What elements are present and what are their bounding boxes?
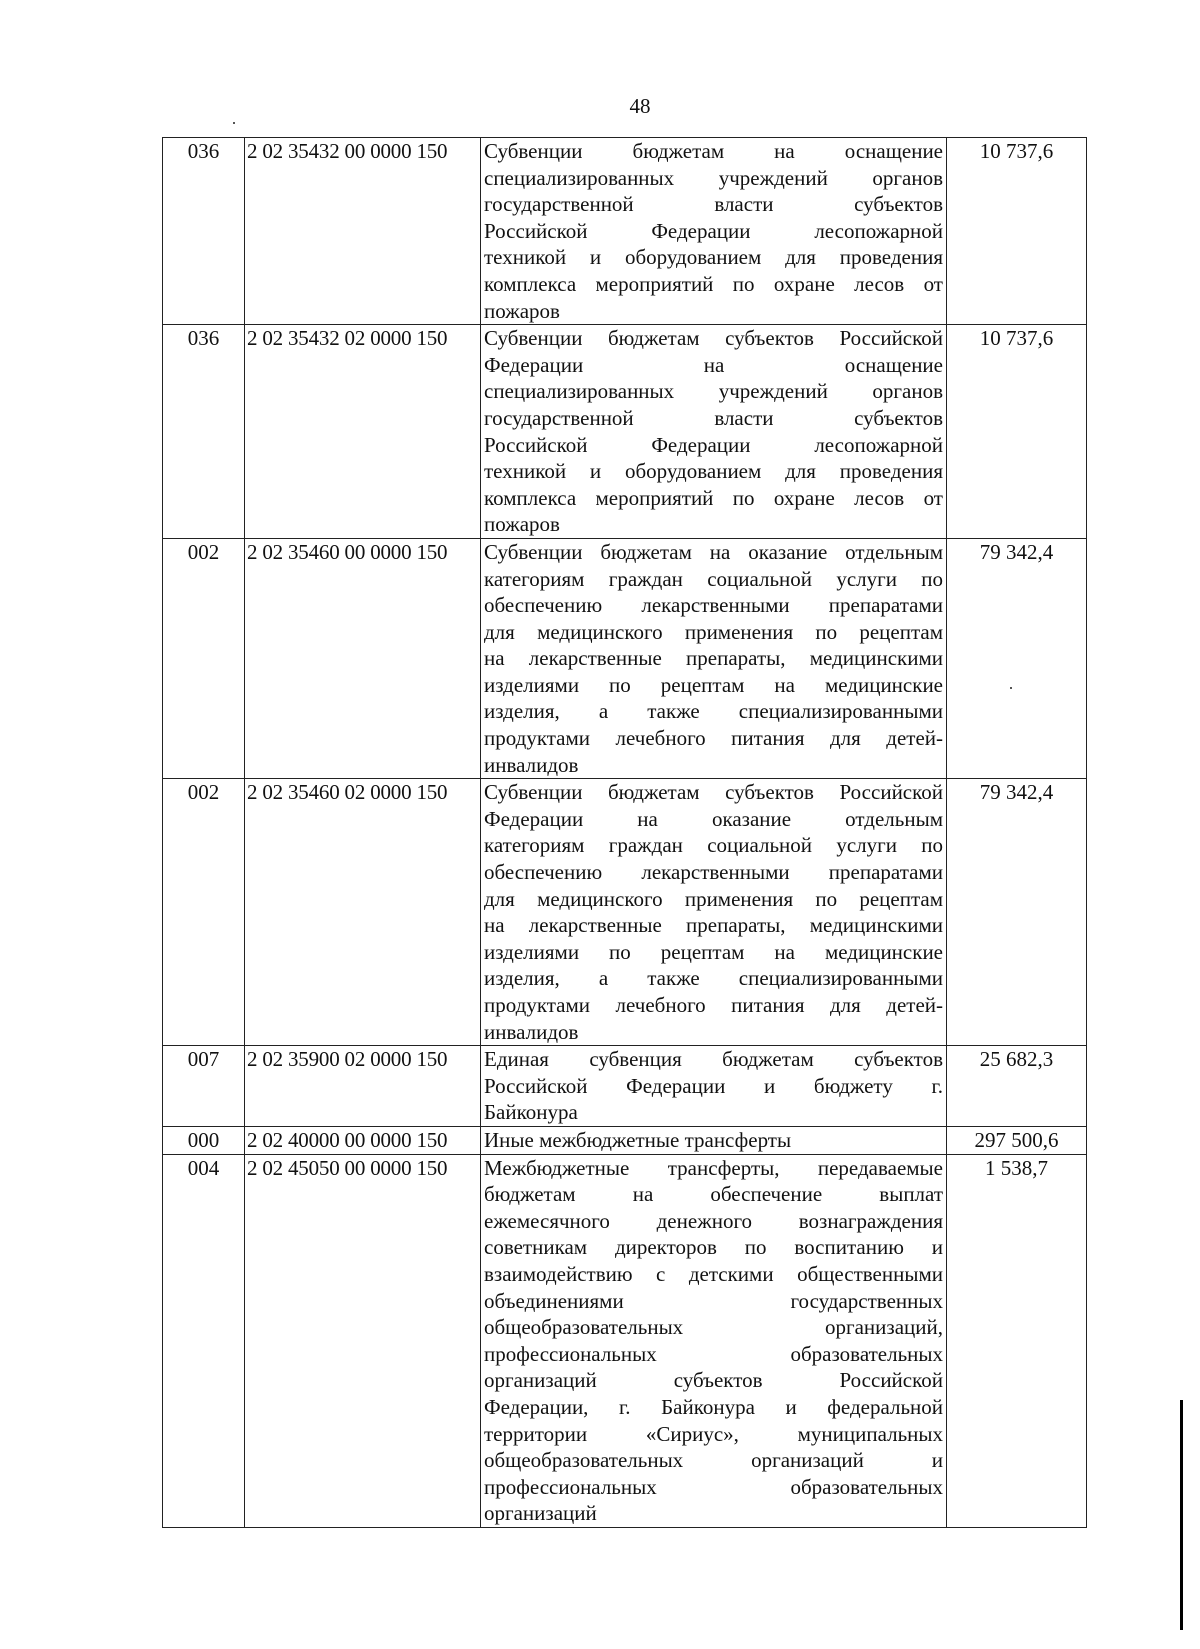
description-line: Российской Федерации лесопожарной <box>484 432 943 457</box>
amount-cell: 297 500,6 <box>947 1126 1087 1154</box>
description-line: общеобразовательных организаций, <box>484 1315 943 1340</box>
description-line: пожаров <box>484 512 560 537</box>
budget-table <box>162 137 1087 1528</box>
amount-cell: 1 538,7 <box>947 1154 1087 1527</box>
admin-code-cell: 007 <box>163 1046 245 1127</box>
description-line: для медицинского применения по рецептам <box>484 619 943 644</box>
description-line: техникой и оборудованием для проведения <box>484 459 943 484</box>
description-line: Российской Федерации лесопожарной <box>484 218 943 243</box>
description-line: организаций субъектов Российской <box>484 1368 943 1393</box>
budget-code-cell: 2 02 35460 02 0000 150 <box>245 779 481 1046</box>
description-line: Иные межбюджетные трансферты <box>484 1127 792 1152</box>
description-line: Российской Федерации и бюджету г. <box>484 1073 943 1098</box>
description-line: обеспечению лекарственными препаратами <box>484 593 943 618</box>
amount-cell: 79 342,4 <box>947 538 1087 778</box>
description-line: обеспечению лекарственными препаратами <box>484 860 943 885</box>
description-line: изделия, а также специализированными <box>484 966 943 991</box>
description-cell <box>481 1154 947 1527</box>
description-cell <box>481 1046 947 1127</box>
description-line: Единая субвенция бюджетам субъектов <box>484 1047 943 1072</box>
description-line: профессиональных образовательных <box>484 1341 943 1366</box>
admin-code-cell: 036 <box>163 325 245 539</box>
description-line: продуктами лечебного питания для детей- <box>484 993 943 1017</box>
amount-cell: 10 737,6 <box>947 138 1087 325</box>
description-line: бюджетам на обеспечение выплат <box>484 1182 943 1207</box>
description-line: Субвенции бюджетам субъектов Российской <box>484 780 943 805</box>
description-line: Межбюджетные трансферты, передаваемые <box>484 1155 943 1180</box>
description-line: государственной власти субъектов <box>484 192 943 217</box>
admin-code-cell: 036 <box>163 138 245 325</box>
description-line: продуктами лечебного питания для детей- <box>484 726 943 751</box>
description-line: на лекарственные препараты, медицинскими <box>484 646 943 671</box>
description-line: взаимодействию с детскими общественными <box>484 1261 943 1286</box>
admin-code-cell: 004 <box>163 1154 245 1527</box>
table-row <box>163 325 1087 539</box>
description-line: государственной власти субъектов <box>484 405 943 430</box>
description-line: пожаров <box>484 298 560 323</box>
description-line: объединениями государственных <box>484 1288 943 1313</box>
description-line: категориям граждан социальной услуги по <box>484 833 943 858</box>
description-line: общеобразовательных организаций и <box>484 1448 943 1473</box>
description-line: Федерации, г. Байконура и федеральной <box>484 1394 943 1419</box>
description-line: категориям граждан социальной услуги по <box>484 566 943 591</box>
description-line: Субвенции бюджетам субъектов Российской <box>484 326 943 351</box>
admin-code-cell: 002 <box>163 779 245 1046</box>
description-line: на лекарственные препараты, медицинскими <box>484 913 943 938</box>
description-line: комплекса мероприятий по охране лесов от <box>484 271 943 296</box>
table-row <box>163 1046 1087 1127</box>
description-line: специализированных учреждений органов <box>484 379 943 404</box>
description-line: профессиональных образовательных <box>484 1474 943 1499</box>
amount-cell: 10 737,6 <box>947 325 1087 539</box>
admin-code-cell: 000 <box>163 1126 245 1154</box>
description-line: советникам директоров по воспитанию и <box>484 1235 943 1260</box>
description-cell <box>481 538 947 778</box>
table-row <box>163 138 1087 325</box>
budget-code-cell: 2 02 35432 02 0000 150 <box>245 325 481 539</box>
description-line: для медицинского применения по рецептам <box>484 886 943 911</box>
description-line: территории «Сириус», муниципальных <box>484 1421 943 1446</box>
description-line: Субвенции бюджетам на оснащение <box>484 139 943 163</box>
budget-code-cell: 2 02 35900 02 0000 150 <box>245 1046 481 1127</box>
budget-code-cell: 2 02 35432 00 0000 150 <box>245 138 481 325</box>
page-number: 48 <box>629 94 651 118</box>
description-line: Федерации на оснащение <box>484 352 943 377</box>
admin-code-cell: 002 <box>163 538 245 778</box>
description-line: изделия, а также специализированными <box>484 699 943 724</box>
margin-rule <box>1180 1400 1183 1630</box>
description-line: Федерации на оказание отдельным <box>484 806 943 831</box>
description-cell <box>481 1126 947 1154</box>
table-body <box>163 138 1087 1528</box>
description-line: инвалидов <box>484 752 579 777</box>
description-line: изделиями по рецептам на медицинские <box>484 672 943 697</box>
description-line: специализированных учреждений органов <box>484 165 943 190</box>
table-row <box>163 779 1087 1046</box>
amount-cell: 79 342,4 <box>947 779 1087 1046</box>
description-line: инвалидов <box>484 1019 579 1044</box>
amount-cell: 25 682,3 <box>947 1046 1087 1127</box>
description-line: комплекса мероприятий по охране лесов от <box>484 485 943 510</box>
description-cell <box>481 325 947 539</box>
description-cell <box>481 138 947 325</box>
stray-dot <box>233 122 235 124</box>
table-row <box>163 538 1087 778</box>
description-cell <box>481 779 947 1046</box>
description-line: организаций <box>484 1501 597 1526</box>
description-line: Субвенции бюджетам на оказание отдельным <box>484 539 943 564</box>
table-row <box>163 1154 1087 1527</box>
budget-code-cell: 2 02 40000 00 0000 150 <box>245 1126 481 1154</box>
description-line: ежемесячного денежного вознаграждения <box>484 1208 943 1233</box>
description-line: техникой и оборудованием для проведения <box>484 245 943 270</box>
table-row <box>163 1126 1087 1154</box>
description-line: изделиями по рецептам на медицинские <box>484 939 943 964</box>
description-line: Байконура <box>484 1100 578 1125</box>
budget-code-cell: 2 02 45050 00 0000 150 <box>245 1154 481 1527</box>
budget-code-cell: 2 02 35460 00 0000 150 <box>245 538 481 778</box>
